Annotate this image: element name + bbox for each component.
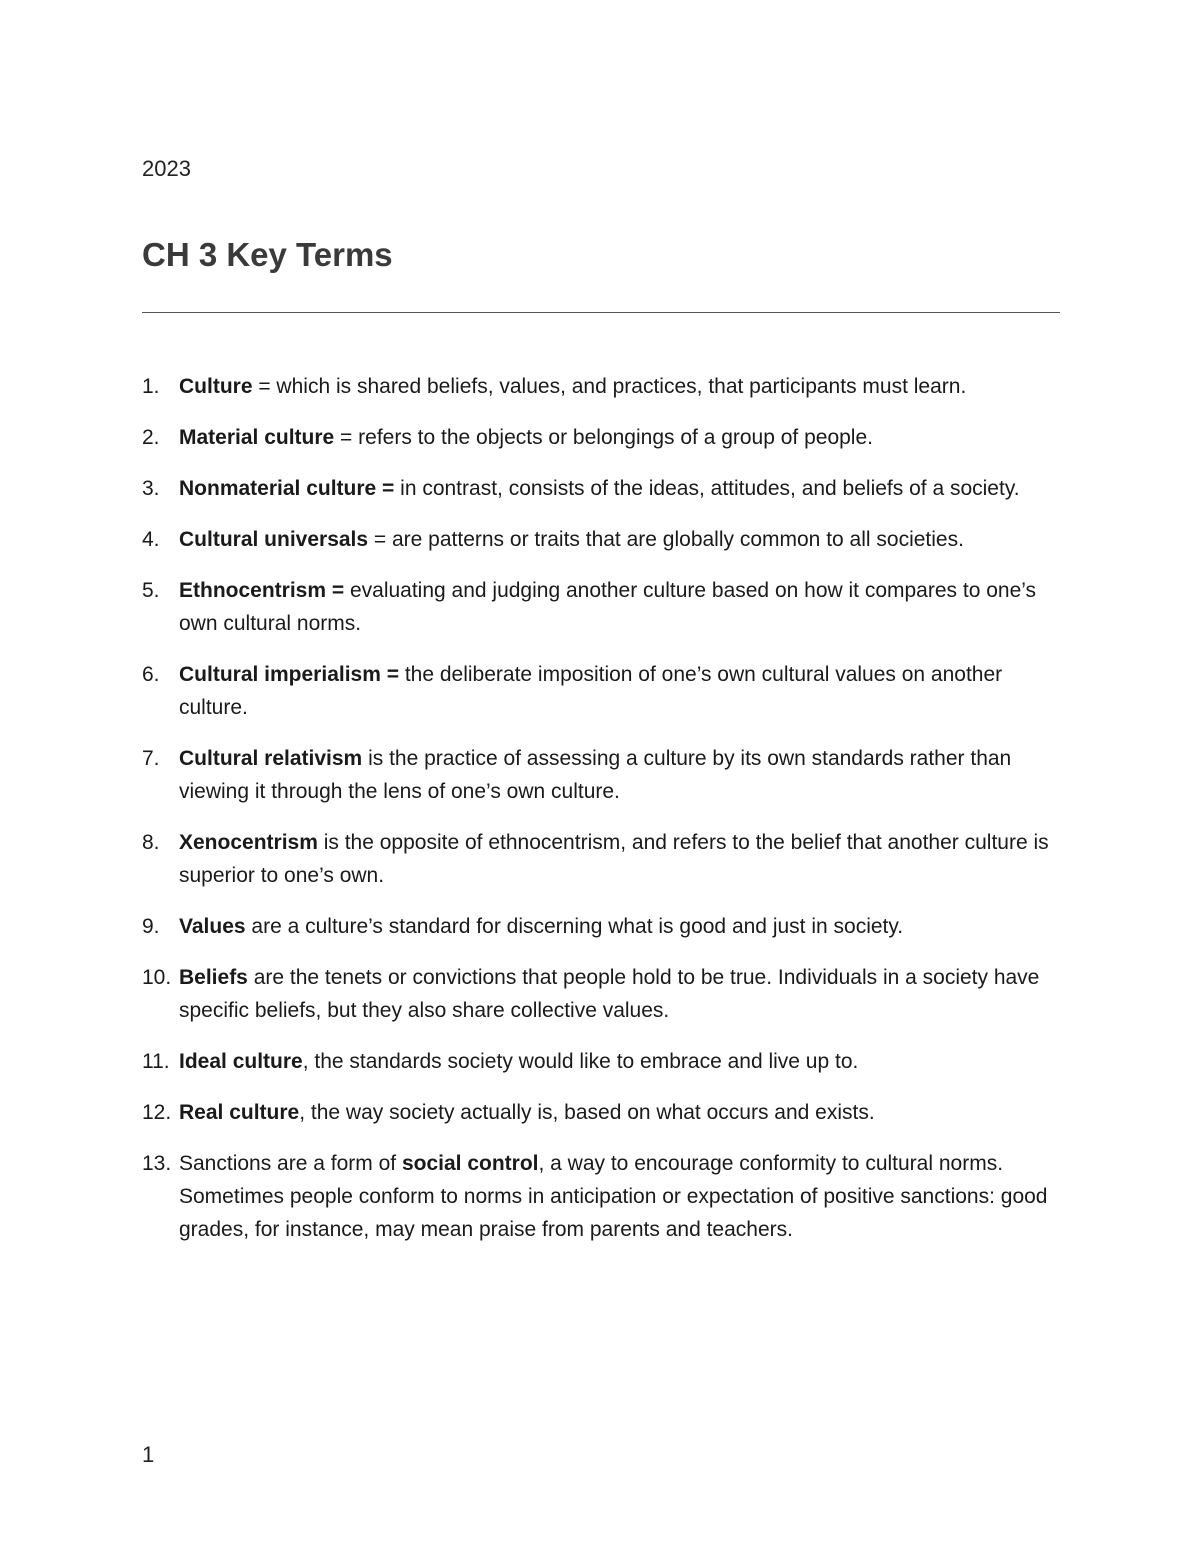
item-number: 12. [142,1101,172,1124]
item-number: 4. [142,528,160,551]
term-definition: evaluating and judging another culture based on how it compares to one’s own cultural norms. [179,579,1037,635]
term-name: Ideal culture [179,1050,303,1073]
item-number: 9. [142,915,160,938]
term-prefix: Sanctions are a form of [179,1152,402,1175]
list-item [142,1096,1060,1129]
list-item [142,1045,1060,1078]
list-item [142,370,1060,403]
list-item [142,658,1060,724]
list-item [142,574,1060,640]
list-item [142,826,1060,892]
item-number: 6. [142,663,160,686]
term-definition: is the opposite of ethnocentrism, and refers to the belief that another culture is superior to one’s own. [179,831,1049,887]
term-definition: the deliberate imposition of one’s own cultural values on another culture. [179,663,1003,719]
list-item [142,961,1060,1027]
term-name: Cultural relativism [179,747,363,770]
term-name: Ethnocentrism = [179,579,345,602]
list-item [142,742,1060,808]
key-terms-list [142,370,1060,1264]
item-number: 10. [142,966,172,989]
item-number: 8. [142,831,160,854]
term-definition: , a way to encourage conformity to cultural norms. Sometimes people conform to norms in anticipation or expectation of positive sanctions: good grades, for instance, may mean praise from parents and teachers. [179,1152,1048,1241]
term-definition: are the tenets or convictions that people hold to be true. Individuals in a society have specific beliefs, but they also share collective values. [179,966,1040,1022]
term-definition: in contrast, consists of the ideas, attitudes, and beliefs of a society. [394,477,1020,500]
term-name: social control [401,1152,539,1175]
item-number: 2. [142,426,160,449]
term-name: Cultural imperialism = [179,663,399,686]
term-definition: , the way society actually is, based on what occurs and exists. [299,1101,875,1124]
term-definition: = are patterns or traits that are globally common to all societies. [368,528,964,551]
term-definition: = which is shared beliefs, values, and practices, that participants must learn. [252,375,967,398]
item-number: 5. [142,579,160,602]
term-name: Values [179,915,246,938]
item-number: 3. [142,477,160,500]
term-definition: are a culture’s standard for discerning what is good and just in society. [245,915,904,938]
item-number: 7. [142,747,160,770]
term-name: Culture [179,375,253,398]
term-name: Material culture [179,426,335,449]
list-item [142,910,1060,943]
title-divider [142,312,1060,313]
list-item [142,1147,1060,1246]
term-name: Xenocentrism [179,831,318,854]
term-name: Nonmaterial culture = [179,477,395,500]
page-number: 1 [142,1442,155,1467]
term-definition: , the standards society would like to embrace and live up to. [302,1050,859,1073]
term-name: Cultural universals [179,528,369,551]
document-title: CH 3 Key Terms [142,236,393,273]
list-item [142,472,1060,505]
term-name: Real culture [179,1101,300,1124]
term-definition: is the practice of assessing a culture by its own standards rather than viewing it through the lens of one’s own culture. [179,747,1012,803]
item-number: 11. [142,1050,170,1073]
term-name: Beliefs [179,966,248,989]
item-number: 1. [142,375,160,398]
list-item [142,523,1060,556]
header-year: 2023 [142,156,191,181]
term-definition: = refers to the objects or belongings of a group of people. [334,426,873,449]
list-item [142,421,1060,454]
item-number: 13. [142,1152,172,1175]
